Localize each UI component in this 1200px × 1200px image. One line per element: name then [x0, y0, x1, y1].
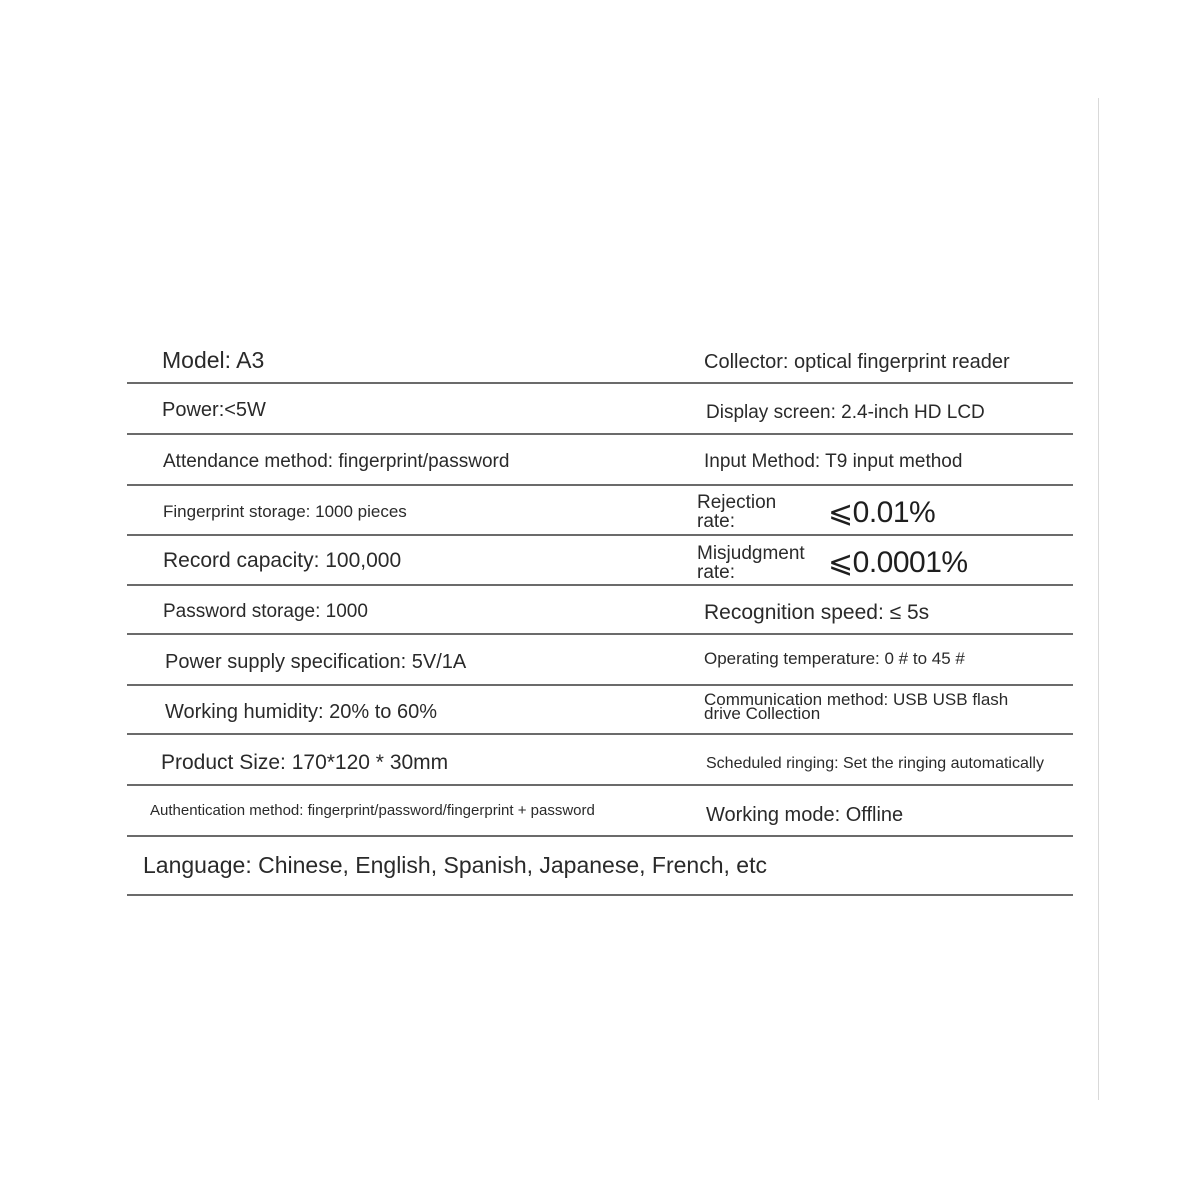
misjudgment-rate-value: ⩽0.0001% — [828, 546, 968, 579]
spec-communication-line1: Communication method: USB USB flash — [704, 690, 1009, 709]
spec-power: Power:<5W — [162, 399, 266, 421]
spec-attendance: Attendance method: fingerprint/password — [163, 451, 510, 472]
row-divider — [127, 484, 1073, 486]
row-divider — [127, 633, 1073, 635]
rejection-rate-value: ⩽0.01% — [828, 496, 936, 529]
spec-product-size: Product Size: 170*120 * 30mm — [161, 751, 449, 774]
spec-operating-temperature: Operating temperature: 0 # to 45 # — [704, 649, 965, 668]
spec-collector: Collector: optical fingerprint reader — [704, 351, 1010, 373]
spec-recognition-speed: Recognition speed: ≤ 5s — [704, 601, 930, 624]
row-divider — [127, 835, 1073, 837]
row-divider — [127, 684, 1073, 686]
spec-language: Language: Chinese, English, Spanish, Japanese, French, etc — [143, 852, 767, 878]
rejection-rate-label-line1: Rejection — [697, 492, 777, 513]
row-divider — [127, 894, 1073, 896]
spec-authentication: Authentication method: fingerprint/password/fingerprint + password — [150, 802, 595, 819]
spec-input-method: Input Method: T9 input method — [704, 451, 963, 472]
row-divider — [127, 784, 1073, 786]
spec-record-capacity: Record capacity: 100,000 — [163, 549, 402, 572]
row-divider — [127, 534, 1073, 536]
spec-password-storage: Password storage: 1000 — [163, 601, 368, 622]
spec-communication-line2: drive Collection — [704, 704, 821, 723]
row-divider — [127, 433, 1073, 435]
row-divider — [127, 733, 1073, 735]
spec-working-humidity: Working humidity: 20% to 60% — [165, 701, 437, 723]
spec-display: Display screen: 2.4-inch HD LCD — [706, 402, 985, 423]
spec-working-mode: Working mode: Offline — [706, 804, 904, 826]
rejection-rate-label-line2: rate: — [697, 511, 736, 532]
spec-scheduled-ringing: Scheduled ringing: Set the ringing automatically — [706, 755, 1044, 772]
spec-model: Model: A3 — [162, 347, 265, 373]
row-divider — [127, 584, 1073, 586]
misjudgment-rate-label-line2: rate: — [697, 562, 736, 583]
row-divider — [127, 382, 1073, 384]
spec-fingerprint-storage: Fingerprint storage: 1000 pieces — [163, 502, 407, 521]
spec-power-supply: Power supply specification: 5V/1A — [165, 651, 467, 673]
misjudgment-rate-label-line1: Misjudgment — [697, 543, 805, 564]
